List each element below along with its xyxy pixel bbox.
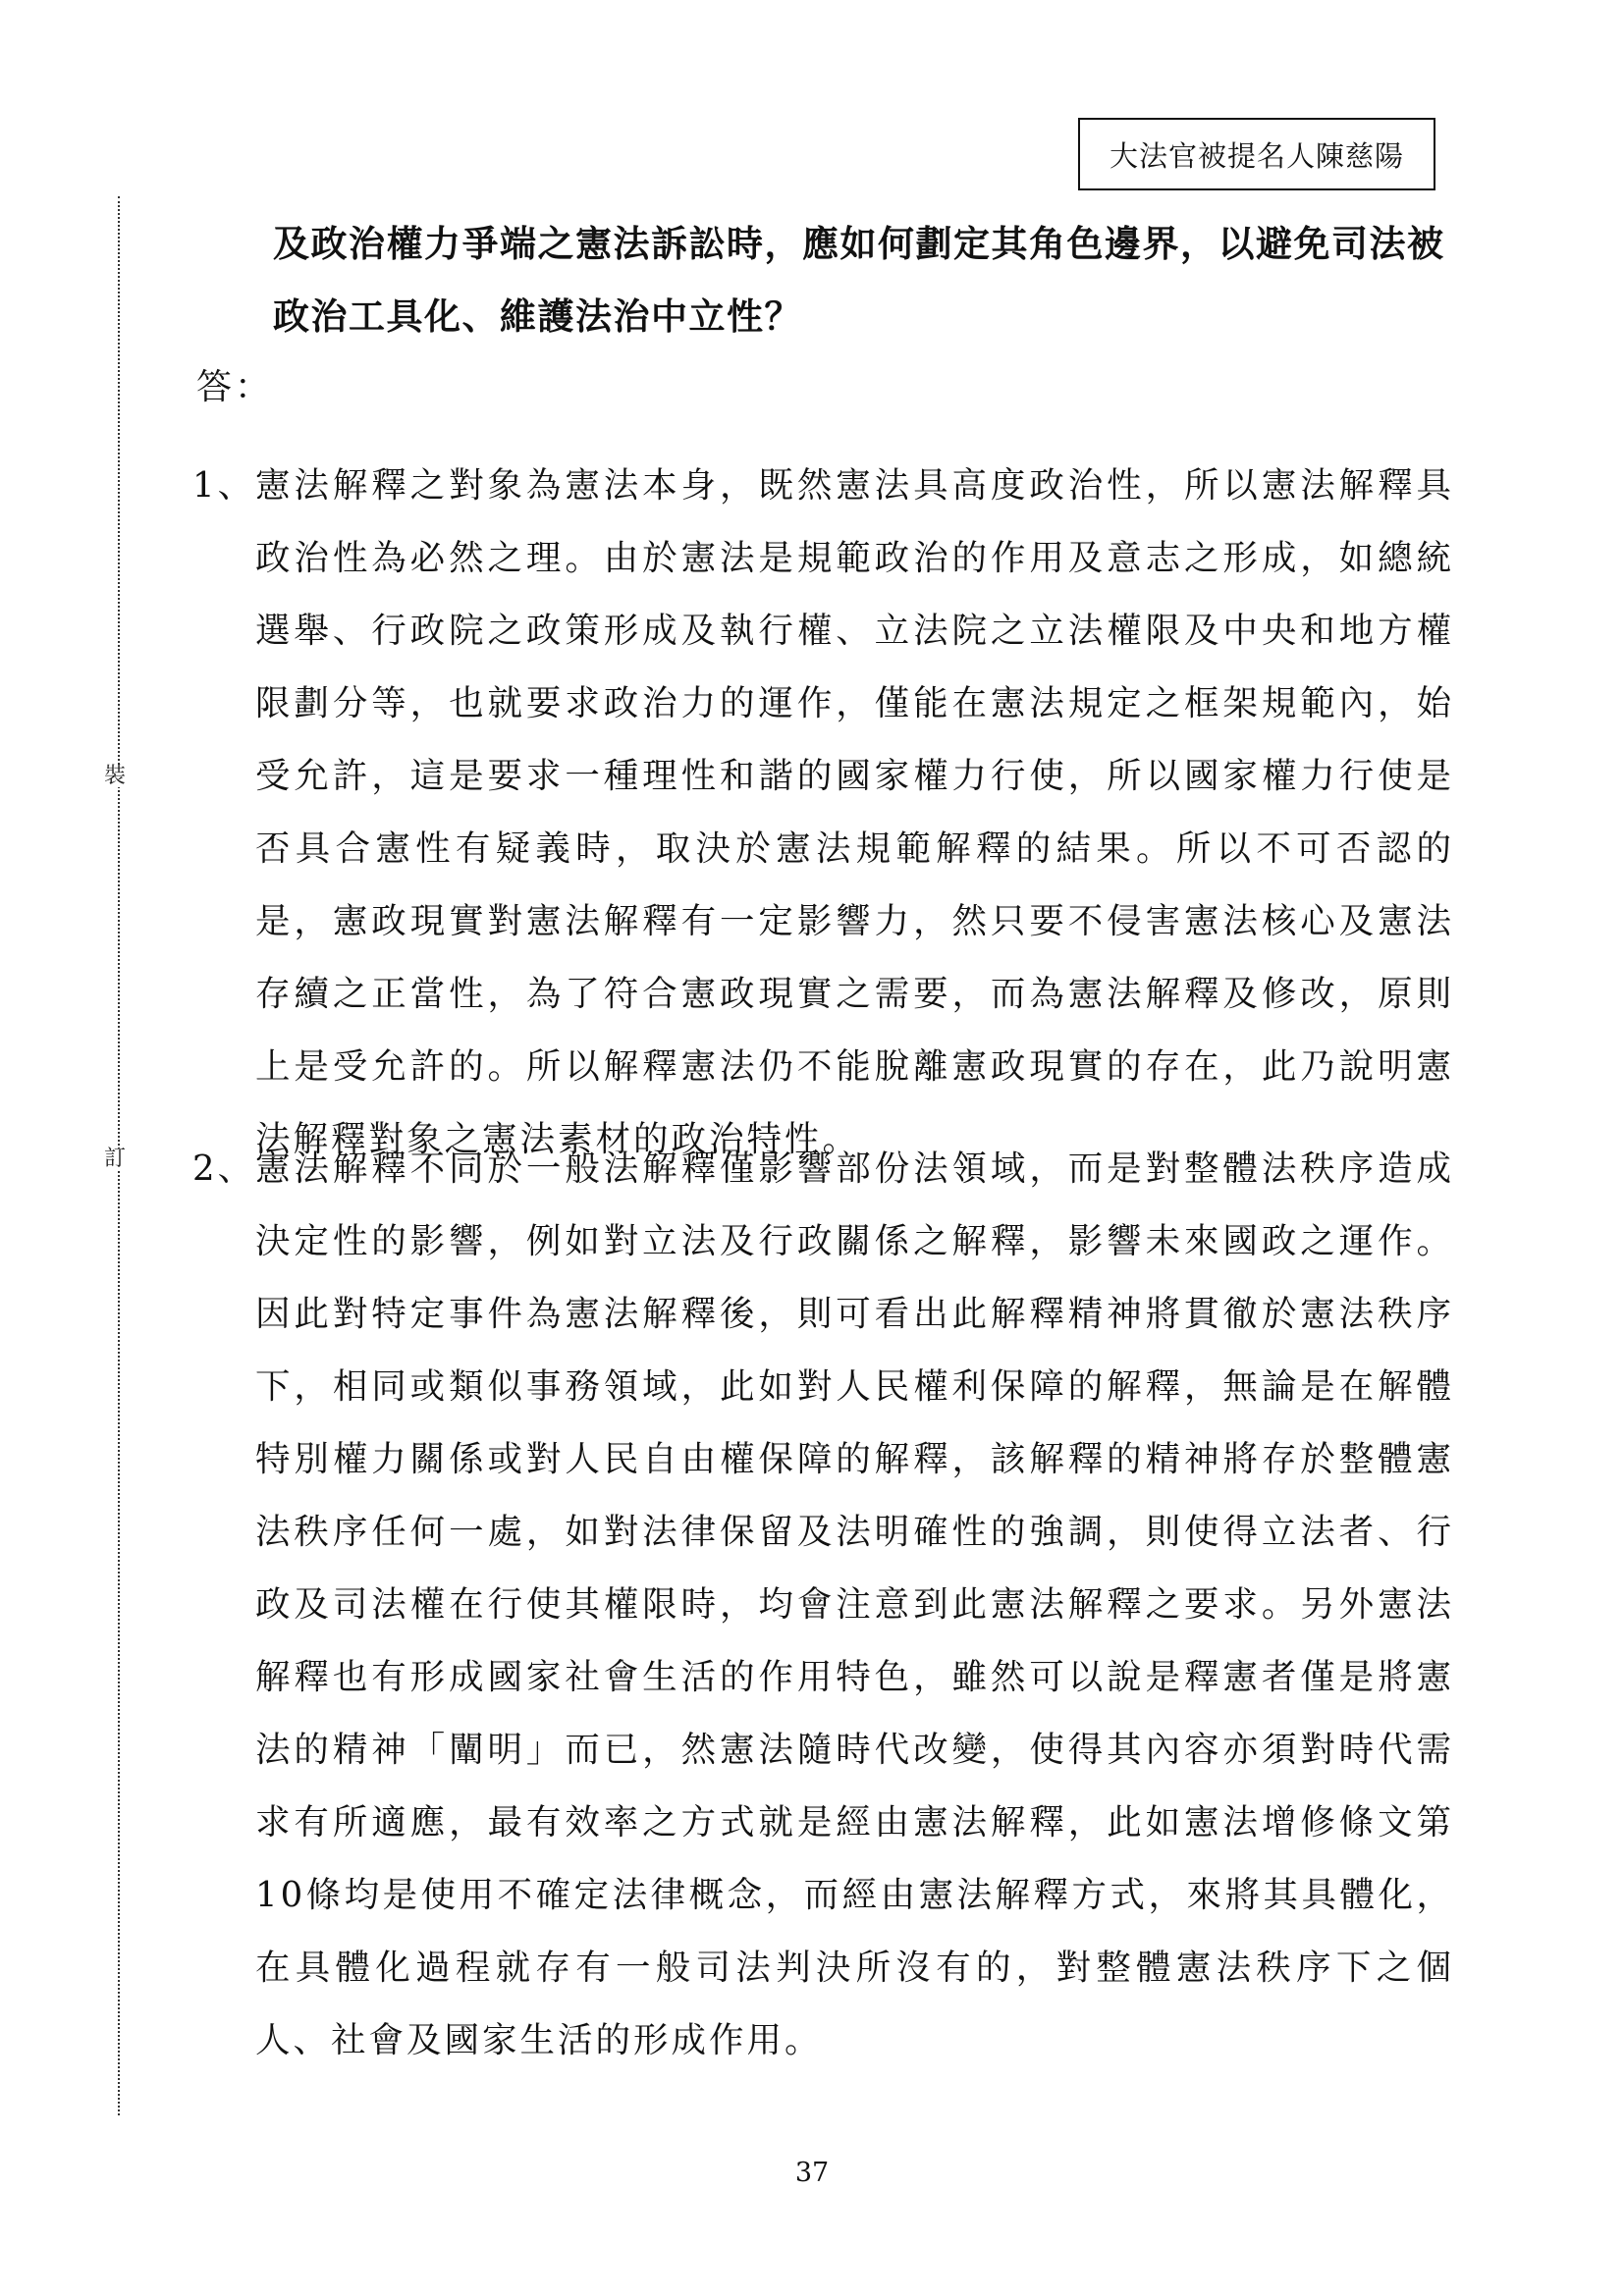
answer-label: 答： — [196, 367, 274, 407]
answer-item-text: 憲法解釋不同於一般法解釋僅影響部份法領域，而是對整體法秩序造成決定性的影響，例如對立法及行政關係之解釋，影響未來國政之運作。因此對特定事件為憲法解釋後，則可看出此解釋精神將貫徹於憲法秩序下，相同或類似事務領域，此如對人民權利保障的解釋，無論是在解體特別權力關係或對人民自由權保障的解釋，該解釋的精神將存於整體憲法秩序任何一處，如對法律保留及法明確性的強調，則使得立法者、行政及司法權在行使其權限時，均會注意到此憲法解釋之要求。另外憲法解釋也有形成國家社會生活的作用特色，雖然可以說是釋憲者僅是將憲法的精神「闡明」而已，然憲法隨時代改變，使得其內容亦須對時代需求有所適應，最有效率之方式就是經由憲法解釋，此如憲法增修條文第10條均是使用不確定法律概念，而經由憲法解釋方式，來將其具體化，在具體化過程就存有一般司法判決所沒有的，對整體憲法秩序下之個人、社會及國家生活的形成作用。 — [255, 1148, 1454, 2060]
binding-mark-zhuang: 裝 — [104, 764, 127, 788]
binding-mark-ding: 訂 — [104, 1147, 127, 1171]
page-number: 37 — [794, 2158, 830, 2188]
answer-item-1 — [192, 450, 1454, 1176]
answer-item-number: 1、 — [192, 465, 256, 506]
nominee-label-box — [1078, 118, 1435, 190]
question-text: 及政治權力爭端之憲法訴訟時，應如何劃定其角色邊界，以避免司法被政治工具化、維護法治中立性？ — [273, 223, 1445, 338]
answer-item-number: 2、 — [192, 1148, 256, 1189]
answer-item-text: 憲法解釋之對象為憲法本身，既然憲法具高度政治性，所以憲法解釋具政治性為必然之理。由於憲法是規範政治的作用及意志之形成，如總統選舉、行政院之政策形成及執行權、立法院之立法權限及中央和地方權限劃分等，也就要求政治力的運作，僅能在憲法規定之框架規範內，始受允許，這是要求一種理性和諧的國家權力行使，所以國家權力行使是否具合憲性有疑義時，取決於憲法規範解釋的結果。所以不可否認的是，憲政現實對憲法解釋有一定影響力，然只要不侵害憲法核心及憲法存續之正當性，為了符合憲政現實之需要，而為憲法解釋及修改，原則上是受允許的。所以解釋憲法仍不能脫離憲政現實的存在，此乃說明憲法解釋對象之憲法素材的政治特性。 — [255, 465, 1454, 1159]
answer-item-2 — [192, 1133, 1454, 2077]
nominee-label: 大法官被提名人陳慈陽 — [1109, 138, 1404, 173]
